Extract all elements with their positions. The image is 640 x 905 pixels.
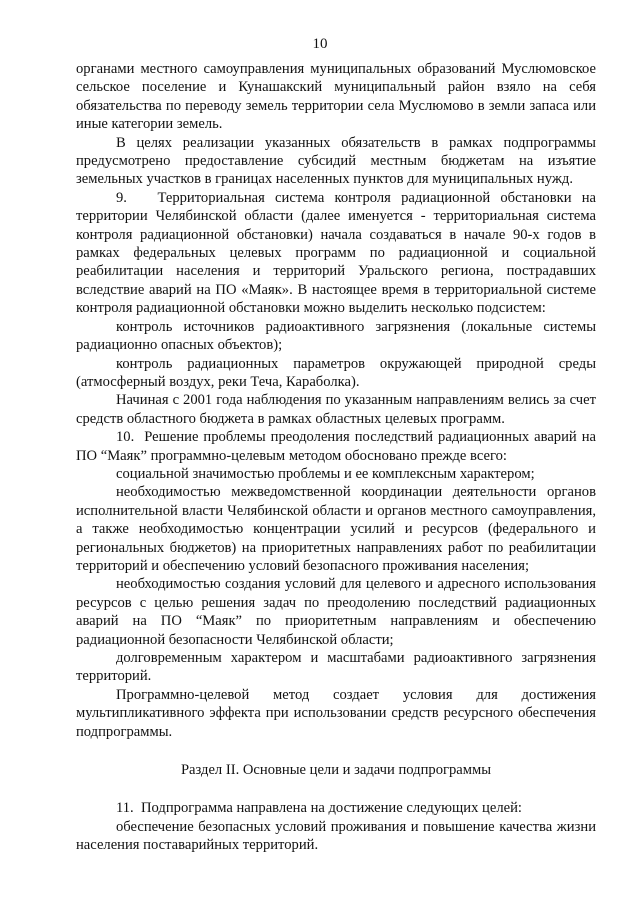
paragraph: контроль источников радиоактивного загрязнения (локальные системы радиационно опасных объектов); (76, 318, 596, 354)
paragraph: долговременным характером и масштабами радиоактивного загрязнения территорий. (76, 650, 596, 685)
paragraph: 11. Подпрограмма направлена на достижение следующих целей: (116, 800, 522, 817)
paragraph: необходимостью межведомственной координации деятельности органов исполнительной власти Челябинской области и органов местного самоуправления, а также необходимостью концентрации усилий и ресурсов (федерального и региональных бюджетов) на приоритетных направлениях работ по реабилитации территорий и обеспечению условий безопасного проживания населения; (76, 484, 596, 574)
paragraph: органами местного самоуправления муниципальных образований Муслюмовское сельское поселение и Кунашакский муниципальный район взяло на себя обязательства по переводу земель территории села Муслюмово в земли запаса или иные категории земель. (76, 61, 596, 133)
paragraph: социальной значимостью проблемы и ее комплексным характером; (116, 465, 535, 482)
paragraph: 10. Решение проблемы преодоления последствий радиационных аварий на ПО “Маяк” программно-целевым методом обосновано прежде всего: (76, 429, 596, 464)
paragraph: обеспечение безопасных условий проживания и повышение качества жизни населения поставарийных территорий. (76, 818, 596, 854)
paragraph: необходимостью создания условий для целевого и адресного использования ресурсов с целью решения задач по преодолению последствий радиационных аварий на ПО “Маяк” по приоритетным направлениям и обеспечению радиационной безопасности Челябинской области; (76, 576, 596, 648)
paragraph: 9. Территориальная система контроля радиационной обстановки на территории Челябинской области (далее именуется - территориальная система контроля радиационной обстановки) начала создаваться в начале 90-х годов в рамках федеральных целевых программ по радиационной и социальной реабилитации населения и территорий Уральского региона, пострадавших вследствие аварий на ПО «Маяк». В настоящее время в территориальной системе контроля радиационной обстановки можно выделить несколько подсистем: (76, 189, 596, 317)
paragraph: Начиная с 2001 года наблюдения по указанным направлениям велись за счет средств областного бюджета в рамках областных целевых программ. (76, 392, 596, 427)
paragraph: контроль радиационных параметров окружающей природной среды (атмосферный воздух, реки Теча, Караболка). (76, 355, 596, 390)
section-heading: Раздел II. Основные цели и задачи подпрограммы (180, 762, 492, 779)
paragraph: В целях реализации указанных обязательств в рамках подпрограммы предусмотрено предоставление субсидий местным бюджетам на изъятие земельных участков в границах населенных пунктов для муниципальных нужд. (76, 134, 596, 188)
paragraph: Программно-целевой метод создает условия для достижения мультипликативного эффекта при использовании средств ресурсного обеспечения подпрограммы. (76, 686, 596, 740)
page-number: 10 (312, 36, 328, 52)
document-body (76, 60, 596, 855)
